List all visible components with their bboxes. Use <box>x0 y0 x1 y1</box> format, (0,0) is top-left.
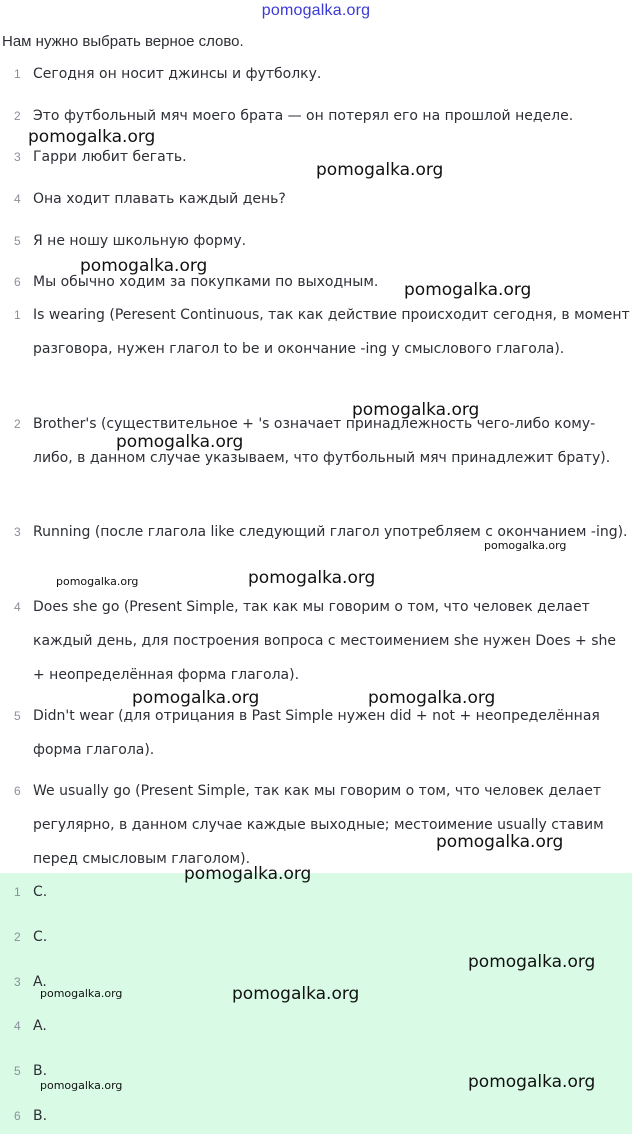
item-number: 1 <box>14 885 21 899</box>
item-number: 2 <box>14 417 21 431</box>
watermark: pomogalka.org <box>56 575 139 588</box>
item-number: 3 <box>14 150 21 164</box>
watermark: pomogalka.org <box>116 432 244 452</box>
question-text: Это футбольный мяч моего брата — он потерял его на прошлой неделе. <box>33 108 574 124</box>
item-number: 5 <box>14 234 21 248</box>
question-text: Гарри любит бегать. <box>33 149 187 165</box>
question-text: Я не ношу школьную форму. <box>33 233 247 249</box>
watermark: pomogalka.org <box>404 280 532 300</box>
watermark: pomogalka.org <box>352 400 480 420</box>
item-number: 1 <box>14 308 21 322</box>
explanation-text: Running (после глагола like следующий глагол употребляем с окончанием -ing). <box>33 524 628 540</box>
intro-text: Нам нужно выбрать верное слово. <box>2 33 244 50</box>
question-text: Она ходит плавать каждый день? <box>33 191 286 207</box>
answer-text: B. <box>33 1063 48 1079</box>
answer-text: A. <box>33 1018 47 1034</box>
explanation-text: Is wearing (Peresent Continuous, так как действие происходит сегодня, в момент разговора, нужен глагол to be и окончание -ing у смыслового глагола). <box>33 307 630 357</box>
item-number: 2 <box>14 930 21 944</box>
watermark: pomogalka.org <box>368 688 496 708</box>
watermark: pomogalka.org <box>468 952 596 972</box>
watermark: pomogalka.org <box>28 127 156 147</box>
item-number: 3 <box>14 975 21 989</box>
item-number: 4 <box>14 192 21 206</box>
explanation-text: Didn't wear (для отрицания в Past Simple нужен did + not + неопределённая форма глагола). <box>33 708 600 758</box>
item-number: 5 <box>14 1064 21 1078</box>
item-number: 2 <box>14 109 21 123</box>
watermark: pomogalka.org <box>316 160 444 180</box>
item-number: 1 <box>14 67 21 81</box>
watermark: pomogalka.org <box>248 568 376 588</box>
item-number: 4 <box>14 1019 21 1033</box>
item-number: 3 <box>14 525 21 539</box>
watermark: pomogalka.org <box>484 539 567 552</box>
answer-text: B. <box>33 1108 48 1124</box>
watermark: pomogalka.org <box>40 1079 123 1092</box>
site-logo[interactable]: pomogalka.org <box>261 2 371 19</box>
explanation-text: We usually go (Present Simple, так как мы говорим о том, что человек делает регулярно, в данном случае каждые выходные; местоимение usually ставим перед смысловым глаголом). <box>33 783 604 867</box>
answer-text: C. <box>33 884 48 900</box>
question-text: Мы обычно ходим за покупками по выходным. <box>33 274 379 290</box>
watermark: pomogalka.org <box>468 1072 596 1092</box>
watermark: pomogalka.org <box>436 832 564 852</box>
item-number: 6 <box>14 1109 21 1123</box>
item-number: 4 <box>14 600 21 614</box>
answer-text: A. <box>33 974 47 990</box>
explanation-text: Does she go (Present Simple, так как мы говорим о том, что человек делает каждый день, для построения вопроса с местоимением she нужен Does + she + неопределённая форма глагола). <box>33 599 616 683</box>
explanation-text: Brother's (существительное + 's означает принадлежность чего-либо кому-либо, в данном случае указываем, что футбольный мяч принадлежит брату). <box>33 416 611 466</box>
watermark: pomogalka.org <box>132 688 260 708</box>
watermark: pomogalka.org <box>80 256 208 276</box>
item-number: 5 <box>14 709 21 723</box>
watermark: pomogalka.org <box>232 984 360 1004</box>
item-number: 6 <box>14 275 21 289</box>
watermark: pomogalka.org <box>40 987 123 1000</box>
answer-text: C. <box>33 929 48 945</box>
watermark: pomogalka.org <box>184 864 312 884</box>
item-number: 6 <box>14 784 21 798</box>
question-text: Сегодня он носит джинсы и футболку. <box>33 66 322 82</box>
